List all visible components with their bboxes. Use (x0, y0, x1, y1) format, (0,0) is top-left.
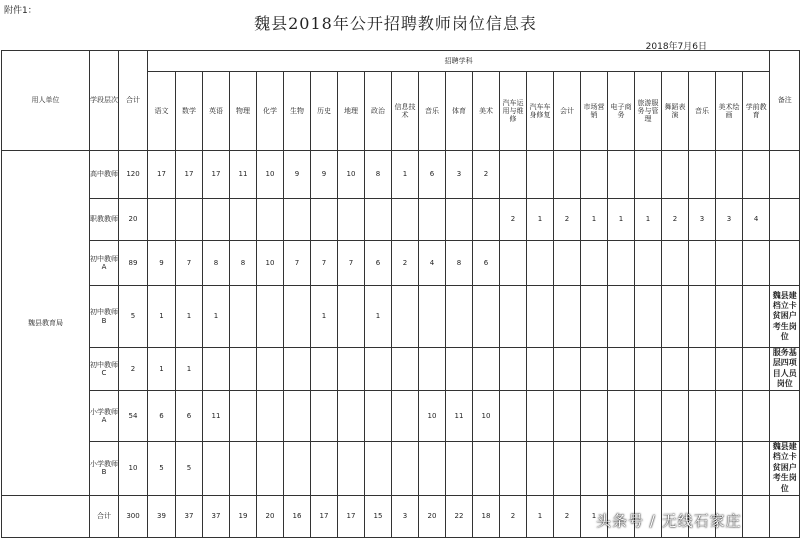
header-subject-label: 会计 (560, 106, 574, 115)
value-cell (473, 348, 500, 391)
value-cell (419, 286, 446, 348)
value-cell: 5 (176, 441, 203, 495)
table-row (2, 151, 800, 199)
table-row (2, 441, 800, 495)
document-date: 2018年7月6日 (645, 42, 707, 52)
value-cell (365, 348, 392, 391)
value-cell (716, 241, 743, 286)
value-cell (743, 151, 770, 199)
value-cell (257, 390, 284, 441)
header-unit: 用人单位 (2, 51, 90, 151)
value-cell: 8 (203, 241, 230, 286)
total-row-value: 17 (338, 495, 365, 537)
value-cell (257, 348, 284, 391)
value-cell: 7 (176, 241, 203, 286)
value-cell (662, 241, 689, 286)
value-cell (554, 241, 581, 286)
value-cell: 11 (230, 151, 257, 199)
value-cell (446, 286, 473, 348)
header-subjects-group: 招聘学科 (148, 51, 770, 72)
value-cell (500, 348, 527, 391)
value-cell (527, 390, 554, 441)
total-row-value: 37 (176, 495, 203, 537)
total-row-value: 18 (473, 495, 500, 537)
header-subject (230, 72, 257, 151)
level-cell: 高中教师 (90, 151, 119, 199)
value-cell: 3 (716, 199, 743, 241)
value-cell (311, 199, 338, 241)
value-cell (608, 348, 635, 391)
recruitment-table (1, 50, 800, 538)
header-subject (608, 72, 635, 151)
header-subject-label: 美术绘画 (718, 102, 740, 119)
header-subject (419, 72, 446, 151)
value-cell: 6 (176, 390, 203, 441)
value-cell (635, 151, 662, 199)
value-cell: 9 (284, 151, 311, 199)
value-cell (554, 390, 581, 441)
value-cell (527, 241, 554, 286)
total-row-unit (2, 495, 90, 537)
value-cell (284, 286, 311, 348)
header-subject-label: 音乐 (695, 106, 709, 115)
value-cell (419, 348, 446, 391)
header-subject-label: 历史 (317, 106, 331, 115)
value-cell (608, 286, 635, 348)
value-cell (716, 348, 743, 391)
value-cell (284, 390, 311, 441)
value-cell (635, 241, 662, 286)
value-cell: 7 (338, 241, 365, 286)
value-cell: 10 (257, 151, 284, 199)
value-cell (608, 441, 635, 495)
value-cell (662, 441, 689, 495)
value-cell: 1 (176, 286, 203, 348)
header-subject-label: 英语 (209, 106, 223, 115)
total-cell: 20 (119, 199, 148, 241)
value-cell (392, 390, 419, 441)
header-subject-label: 音乐 (425, 106, 439, 115)
value-cell (581, 151, 608, 199)
header-subject-label: 生物 (290, 106, 304, 115)
value-cell: 10 (257, 241, 284, 286)
header-subject (365, 72, 392, 151)
header-subject (257, 72, 284, 151)
header-total: 合计 (119, 51, 148, 151)
value-cell (743, 241, 770, 286)
header-subject-label: 化学 (263, 106, 277, 115)
value-cell (743, 441, 770, 495)
header-subject (284, 72, 311, 151)
value-cell (338, 348, 365, 391)
value-cell: 1 (527, 199, 554, 241)
total-cell: 5 (119, 286, 148, 348)
header-subject (203, 72, 230, 151)
value-cell (419, 441, 446, 495)
note-cell (770, 151, 800, 199)
total-row-value: 1 (581, 495, 608, 537)
value-cell (230, 348, 257, 391)
value-cell (527, 441, 554, 495)
page-title: 魏县2018年公开招聘教师岗位信息表 (254, 14, 537, 33)
value-cell (635, 390, 662, 441)
header-notes: 备注 (770, 51, 800, 151)
value-cell (554, 441, 581, 495)
value-cell (446, 441, 473, 495)
value-cell: 1 (608, 199, 635, 241)
note-cell (770, 390, 800, 441)
value-cell (284, 441, 311, 495)
value-cell (689, 348, 716, 391)
total-row-label: 合计 (90, 495, 119, 537)
value-cell (203, 348, 230, 391)
value-cell: 2 (500, 199, 527, 241)
note-text: 魏县建档立卡贫困户考生岗位 (772, 290, 797, 342)
value-cell (689, 286, 716, 348)
value-cell (554, 151, 581, 199)
total-row-total: 300 (119, 495, 148, 537)
value-cell: 6 (419, 151, 446, 199)
table-row (2, 390, 800, 441)
watermark: 头条号 / 无线石家庄 (596, 512, 742, 530)
value-cell (500, 286, 527, 348)
value-cell (500, 390, 527, 441)
total-row-value: 22 (446, 495, 473, 537)
header-subject (689, 72, 716, 151)
value-cell (581, 441, 608, 495)
total-row-value: 16 (284, 495, 311, 537)
value-cell (716, 441, 743, 495)
value-cell: 6 (148, 390, 176, 441)
header-subject (743, 72, 770, 151)
value-cell (392, 441, 419, 495)
value-cell: 1 (311, 286, 338, 348)
header-subject-label: 学前教育 (745, 102, 767, 119)
header-subject-label: 美术 (479, 106, 493, 115)
value-cell (743, 390, 770, 441)
header-subject (662, 72, 689, 151)
header-subject-label: 旅游服务与管理 (637, 98, 659, 124)
value-cell (311, 390, 338, 441)
value-cell: 1 (203, 286, 230, 348)
value-cell (257, 441, 284, 495)
table-row (2, 286, 800, 348)
value-cell: 5 (148, 441, 176, 495)
value-cell (635, 348, 662, 391)
value-cell (716, 151, 743, 199)
value-cell: 11 (446, 390, 473, 441)
value-cell (608, 390, 635, 441)
total-row-note (770, 495, 800, 537)
value-cell (527, 151, 554, 199)
value-cell (554, 348, 581, 391)
value-cell (419, 199, 446, 241)
value-cell (581, 286, 608, 348)
level-cell: 小学教师A (90, 390, 119, 441)
value-cell (662, 390, 689, 441)
value-cell (338, 390, 365, 441)
value-cell (689, 151, 716, 199)
header-subject (554, 72, 581, 151)
header-subject-label: 语文 (154, 106, 169, 115)
header-subject-label: 地理 (344, 106, 358, 115)
header-subject (311, 72, 338, 151)
value-cell (743, 348, 770, 391)
value-cell (338, 286, 365, 348)
value-cell (365, 199, 392, 241)
header-subject (148, 72, 176, 151)
value-cell (473, 286, 500, 348)
unit-cell: 魏县教育局 (2, 151, 90, 496)
total-row-value (743, 495, 770, 537)
value-cell (365, 441, 392, 495)
table-row (2, 241, 800, 286)
value-cell (662, 348, 689, 391)
total-row-value: 19 (230, 495, 257, 537)
value-cell: 6 (365, 241, 392, 286)
total-row-value: 20 (419, 495, 446, 537)
header-subject (500, 72, 527, 151)
value-cell (230, 390, 257, 441)
value-cell: 17 (176, 151, 203, 199)
value-cell (500, 151, 527, 199)
value-cell (203, 199, 230, 241)
total-row-value: 39 (148, 495, 176, 537)
value-cell: 3 (689, 199, 716, 241)
table-row (2, 348, 800, 391)
value-cell: 4 (419, 241, 446, 286)
header-subject (338, 72, 365, 151)
value-cell: 1 (392, 151, 419, 199)
value-cell: 10 (419, 390, 446, 441)
value-cell (743, 286, 770, 348)
header-level: 学段层次 (90, 51, 119, 151)
note-cell (770, 286, 800, 348)
value-cell (608, 151, 635, 199)
value-cell (446, 199, 473, 241)
total-row-value: 2 (554, 495, 581, 537)
header-subject-label: 汽车车身修复 (529, 102, 551, 119)
header-subject-label: 物理 (236, 106, 250, 115)
total-cell: 10 (119, 441, 148, 495)
attachment-label: 附件1： (4, 6, 37, 16)
value-cell: 17 (148, 151, 176, 199)
value-cell (473, 441, 500, 495)
value-cell (689, 390, 716, 441)
header-subject (635, 72, 662, 151)
value-cell: 1 (365, 286, 392, 348)
value-cell (662, 151, 689, 199)
value-cell (527, 286, 554, 348)
value-cell: 4 (743, 199, 770, 241)
header-subject (446, 72, 473, 151)
total-row-value: 2 (500, 495, 527, 537)
header-subject-label: 体育 (452, 106, 466, 115)
value-cell: 10 (473, 390, 500, 441)
value-cell: 2 (473, 151, 500, 199)
value-cell: 2 (392, 241, 419, 286)
value-cell: 9 (148, 241, 176, 286)
header-subject (392, 72, 419, 151)
value-cell: 11 (203, 390, 230, 441)
value-cell (203, 441, 230, 495)
value-cell: 8 (446, 241, 473, 286)
value-cell (716, 286, 743, 348)
header-subject-label: 汽车运用与维修 (502, 98, 524, 124)
value-cell: 2 (554, 199, 581, 241)
value-cell (473, 199, 500, 241)
total-cell: 54 (119, 390, 148, 441)
value-cell (581, 390, 608, 441)
total-cell: 2 (119, 348, 148, 391)
value-cell: 7 (284, 241, 311, 286)
header-subject-label: 舞蹈表演 (664, 102, 686, 119)
total-row-value: 1 (527, 495, 554, 537)
value-cell (230, 441, 257, 495)
value-cell: 1 (635, 199, 662, 241)
note-cell (770, 199, 800, 241)
header-subject-label: 政治 (371, 106, 385, 115)
value-cell: 7 (311, 241, 338, 286)
value-cell (446, 348, 473, 391)
value-cell: 2 (662, 199, 689, 241)
value-cell (500, 441, 527, 495)
value-cell (392, 286, 419, 348)
total-cell: 89 (119, 241, 148, 286)
value-cell: 9 (311, 151, 338, 199)
level-cell: 初中教师B (90, 286, 119, 348)
header-subject (176, 72, 203, 151)
value-cell (338, 441, 365, 495)
value-cell: 1 (148, 348, 176, 391)
value-cell (148, 199, 176, 241)
header-subject (473, 72, 500, 151)
header-subject-label: 电子商务 (610, 102, 632, 119)
value-cell (662, 286, 689, 348)
value-cell (392, 199, 419, 241)
value-cell: 8 (365, 151, 392, 199)
value-cell (230, 286, 257, 348)
total-row-value: 37 (203, 495, 230, 537)
value-cell: 1 (176, 348, 203, 391)
value-cell: 6 (473, 241, 500, 286)
value-cell (284, 199, 311, 241)
value-cell (392, 348, 419, 391)
total-row-value: 20 (257, 495, 284, 537)
note-cell (770, 348, 800, 391)
note-cell (770, 441, 800, 495)
note-cell (770, 241, 800, 286)
header-subject (581, 72, 608, 151)
value-cell: 17 (203, 151, 230, 199)
level-cell: 初中教师A (90, 241, 119, 286)
value-cell (689, 241, 716, 286)
value-cell (365, 390, 392, 441)
value-cell (527, 348, 554, 391)
value-cell (284, 348, 311, 391)
note-text: 魏县建档立卡贫困户考生岗位 (772, 442, 797, 493)
header-subject-label: 市场营销 (583, 102, 605, 119)
value-cell (581, 348, 608, 391)
value-cell (608, 241, 635, 286)
header-subject-label: 数学 (182, 106, 196, 115)
value-cell (257, 199, 284, 241)
value-cell (257, 286, 284, 348)
value-cell (635, 286, 662, 348)
value-cell (311, 441, 338, 495)
value-cell (176, 199, 203, 241)
header-subject (716, 72, 743, 151)
value-cell (716, 390, 743, 441)
value-cell: 1 (581, 199, 608, 241)
value-cell (500, 241, 527, 286)
header-subject-label: 信息技术 (394, 102, 416, 119)
total-cell: 120 (119, 151, 148, 199)
value-cell (635, 441, 662, 495)
total-row-value: 17 (311, 495, 338, 537)
value-cell (554, 286, 581, 348)
table-row (2, 199, 800, 241)
header-subject (527, 72, 554, 151)
value-cell: 8 (230, 241, 257, 286)
total-row-value: 15 (365, 495, 392, 537)
total-row-value: 3 (392, 495, 419, 537)
value-cell (311, 348, 338, 391)
value-cell: 1 (148, 286, 176, 348)
value-cell (230, 199, 257, 241)
level-cell: 初中教师C (90, 348, 119, 391)
level-cell: 小学教师B (90, 441, 119, 495)
level-cell: 职教教师 (90, 199, 119, 241)
value-cell: 3 (446, 151, 473, 199)
note-text: 服务基层四项目人员岗位 (772, 348, 797, 389)
value-cell (689, 441, 716, 495)
value-cell (338, 199, 365, 241)
value-cell (581, 241, 608, 286)
value-cell: 10 (338, 151, 365, 199)
